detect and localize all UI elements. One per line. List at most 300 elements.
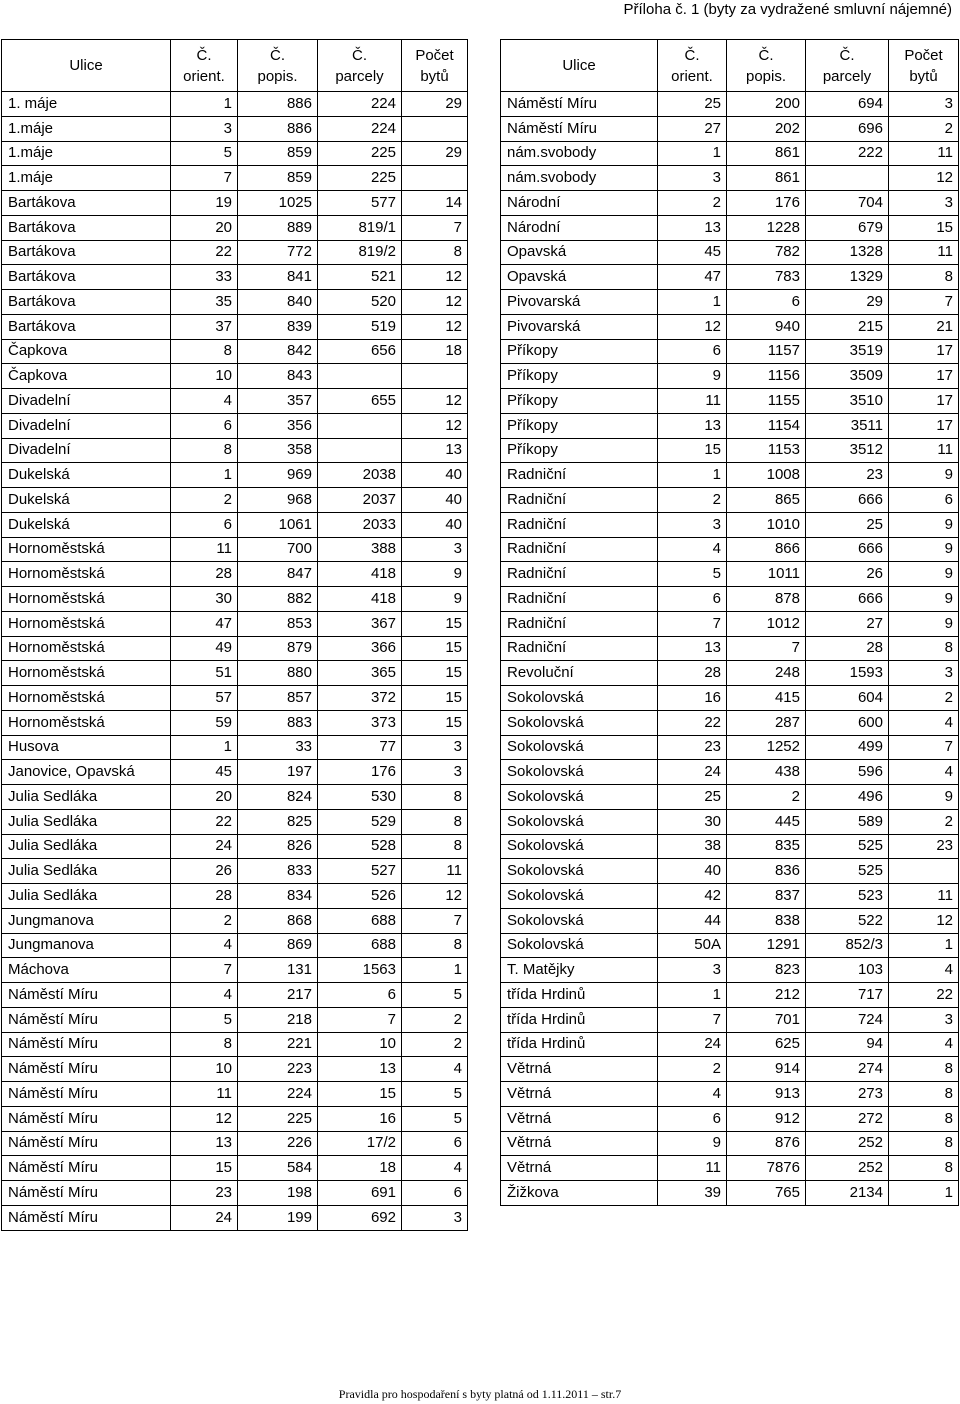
table-row [501,364,959,389]
popis-number-cell: 701 [727,1007,806,1032]
orient-number-cell: 6 [171,413,238,438]
parcel-number-cell: 224 [318,116,402,141]
flat-count-cell: 29 [402,141,468,166]
parcel-number-cell: 688 [318,908,402,933]
street-cell: Hornoměstská [2,537,171,562]
popis-number-cell: 212 [727,983,806,1008]
street-cell: Příkopy [501,389,658,414]
street-cell: Sokolovská [501,884,658,909]
street-cell: Sokolovská [501,686,658,711]
table-row [2,191,468,216]
flat-count-cell: 11 [889,884,959,909]
orient-number-cell: 7 [658,1007,727,1032]
popis-number-cell: 202 [727,116,806,141]
header-parcel: Č. parcely [806,40,889,92]
street-cell: Opavská [501,265,658,290]
parcel-number-cell: 273 [806,1082,889,1107]
street-cell: Radniční [501,636,658,661]
table-row [2,859,468,884]
orient-number-cell: 45 [171,760,238,785]
table-row [2,1082,468,1107]
street-cell: Větrná [501,1082,658,1107]
popis-number-cell: 1153 [727,438,806,463]
popis-number-cell: 223 [238,1057,318,1082]
flat-count-cell: 11 [889,141,959,166]
orient-number-cell: 6 [658,1106,727,1131]
flat-count-cell: 15 [402,686,468,711]
popis-number-cell: 700 [238,537,318,562]
table-row [2,562,468,587]
orient-number-cell: 25 [658,785,727,810]
table-row [2,834,468,859]
street-cell: Bartákova [2,191,171,216]
table-row [501,834,959,859]
flat-count-cell: 8 [402,785,468,810]
street-cell: Radniční [501,537,658,562]
table-row [501,1106,959,1131]
street-cell: Dukelská [2,463,171,488]
flat-count-cell: 2 [402,1032,468,1057]
street-cell: Julia Sedláka [2,785,171,810]
flat-count-cell: 2 [889,809,959,834]
header-orient: Č. orient. [658,40,727,92]
parcel-number-cell: 696 [806,116,889,141]
flat-count-cell: 9 [889,463,959,488]
popis-number-cell: 940 [727,314,806,339]
flat-count-cell: 11 [402,859,468,884]
table-row [2,240,468,265]
orient-number-cell: 25 [658,92,727,117]
orient-number-cell: 10 [171,1057,238,1082]
street-cell: Julia Sedláka [2,884,171,909]
table-row [2,1131,468,1156]
table-header-row [501,40,959,92]
street-cell: Náměstí Míru [2,1007,171,1032]
popis-number-cell: 218 [238,1007,318,1032]
popis-number-cell: 33 [238,735,318,760]
orient-number-cell: 15 [171,1156,238,1181]
flat-count-cell: 5 [402,1106,468,1131]
parcel-number-cell: 388 [318,537,402,562]
orient-number-cell: 6 [658,587,727,612]
flat-count-cell: 3 [402,537,468,562]
parcel-number-cell: 530 [318,785,402,810]
parcel-number-cell: 522 [806,908,889,933]
parcel-number-cell: 1593 [806,661,889,686]
popis-number-cell: 853 [238,611,318,636]
table-row [2,611,468,636]
flat-count-cell: 17 [889,389,959,414]
flats-table-left [1,39,468,1231]
orient-number-cell: 20 [171,215,238,240]
parcel-number-cell: 367 [318,611,402,636]
popis-number-cell: 833 [238,859,318,884]
popis-number-cell: 7876 [727,1156,806,1181]
table-row [501,661,959,686]
street-cell: Julia Sedláka [2,809,171,834]
header-popis: Č. popis. [727,40,806,92]
orient-number-cell: 1 [171,463,238,488]
parcel-number-cell: 215 [806,314,889,339]
parcel-number-cell: 600 [806,710,889,735]
orient-number-cell: 51 [171,661,238,686]
parcel-number-cell: 1563 [318,958,402,983]
popis-number-cell: 866 [727,537,806,562]
popis-number-cell: 824 [238,785,318,810]
table-row [501,611,959,636]
flat-count-cell: 4 [889,760,959,785]
table-row [501,958,959,983]
table-row [2,661,468,686]
flat-count-cell: 4 [402,1057,468,1082]
parcel-number-cell: 23 [806,463,889,488]
flat-count-cell: 8 [889,1057,959,1082]
street-cell: Hornoměstská [2,562,171,587]
parcel-number-cell [318,438,402,463]
flat-count-cell: 5 [402,983,468,1008]
popis-number-cell: 843 [238,364,318,389]
flat-count-cell: 15 [889,215,959,240]
flat-count-cell: 4 [889,1032,959,1057]
orient-number-cell: 3 [658,166,727,191]
flat-count-cell: 3 [889,1007,959,1032]
orient-number-cell: 49 [171,636,238,661]
orient-number-cell: 1 [658,983,727,1008]
street-cell: Bartákova [2,265,171,290]
street-cell: Julia Sedláka [2,834,171,859]
orient-number-cell: 13 [658,413,727,438]
parcel-number-cell: 372 [318,686,402,711]
popis-number-cell: 287 [727,710,806,735]
parcel-number-cell: 2033 [318,512,402,537]
popis-number-cell: 826 [238,834,318,859]
flat-count-cell: 8 [889,1082,959,1107]
street-cell: Hornoměstská [2,686,171,711]
parcel-number-cell: 27 [806,611,889,636]
parcel-number-cell: 418 [318,587,402,612]
flat-count-cell: 23 [889,834,959,859]
table-row [501,809,959,834]
orient-number-cell: 4 [171,389,238,414]
parcel-number-cell: 77 [318,735,402,760]
street-cell: Náměstí Míru [2,1106,171,1131]
street-cell: Náměstí Míru [2,1032,171,1057]
parcel-number-cell: 589 [806,809,889,834]
parcel-number-cell: 604 [806,686,889,711]
street-cell: 1.máje [2,116,171,141]
orient-number-cell: 57 [171,686,238,711]
annex-title: Příloha č. 1 (byty za vydražené smluvní nájemné) [623,1,952,18]
orient-number-cell: 4 [171,933,238,958]
orient-number-cell: 37 [171,314,238,339]
table-row [501,710,959,735]
header-street: Ulice [2,40,171,92]
table-row [2,488,468,513]
parcel-number-cell: 103 [806,958,889,983]
flat-count-cell: 12 [402,884,468,909]
street-cell: Příkopy [501,339,658,364]
table-row [2,636,468,661]
parcel-number-cell: 366 [318,636,402,661]
parcel-number-cell: 1329 [806,265,889,290]
flat-count-cell: 17 [889,413,959,438]
orient-number-cell: 11 [171,1082,238,1107]
popis-number-cell: 1252 [727,735,806,760]
table-row [501,785,959,810]
table-row [501,735,959,760]
flat-count-cell: 4 [889,710,959,735]
street-cell: Příkopy [501,413,658,438]
table-row [2,215,468,240]
flat-count-cell: 12 [402,265,468,290]
street-cell: Opavská [501,240,658,265]
flat-count-cell: 8 [889,1131,959,1156]
popis-number-cell: 1228 [727,215,806,240]
street-cell: Jungmanova [2,933,171,958]
flat-count-cell: 3 [402,735,468,760]
popis-number-cell: 883 [238,710,318,735]
table-row [501,933,959,958]
orient-number-cell: 10 [171,364,238,389]
table-row [501,463,959,488]
street-cell: Revoluční [501,661,658,686]
flat-count-cell [402,166,468,191]
flat-count-cell: 15 [402,661,468,686]
street-cell: Pivovarská [501,314,658,339]
popis-number-cell: 6 [727,290,806,315]
parcel-number-cell: 525 [806,834,889,859]
orient-number-cell: 19 [171,191,238,216]
parcel-number-cell: 373 [318,710,402,735]
street-cell: Máchova [2,958,171,983]
table-row [2,314,468,339]
flat-count-cell: 12 [402,413,468,438]
orient-number-cell: 6 [658,339,727,364]
popis-number-cell: 861 [727,166,806,191]
flat-count-cell: 8 [889,636,959,661]
flat-count-cell: 9 [889,587,959,612]
table-row [501,1082,959,1107]
parcel-number-cell: 525 [806,859,889,884]
table-row [2,1205,468,1230]
parcel-number-cell: 2038 [318,463,402,488]
street-cell: Náměstí Míru [2,1057,171,1082]
popis-number-cell: 7 [727,636,806,661]
flat-count-cell: 3 [889,92,959,117]
popis-number-cell: 131 [238,958,318,983]
table-row [2,438,468,463]
street-cell: 1.máje [2,141,171,166]
popis-number-cell: 1157 [727,339,806,364]
parcel-number-cell: 16 [318,1106,402,1131]
parcel-number-cell: 655 [318,389,402,414]
table-row [501,413,959,438]
popis-number-cell: 825 [238,809,318,834]
orient-number-cell: 20 [171,785,238,810]
orient-number-cell: 8 [171,339,238,364]
orient-number-cell: 7 [658,611,727,636]
street-cell: Náměstí Míru [501,116,658,141]
orient-number-cell: 28 [171,562,238,587]
street-cell: Žižkova [501,1181,658,1206]
popis-number-cell: 224 [238,1082,318,1107]
popis-number-cell: 865 [727,488,806,513]
popis-number-cell: 438 [727,760,806,785]
table-row [2,364,468,389]
flat-count-cell: 15 [402,611,468,636]
street-cell: Náměstí Míru [2,983,171,1008]
popis-number-cell: 878 [727,587,806,612]
popis-number-cell: 1012 [727,611,806,636]
popis-number-cell: 1010 [727,512,806,537]
table-row [2,735,468,760]
table-row [501,389,959,414]
orient-number-cell: 22 [171,240,238,265]
popis-number-cell: 358 [238,438,318,463]
street-cell: Sokolovská [501,834,658,859]
flat-count-cell: 15 [402,636,468,661]
street-cell: Příkopy [501,364,658,389]
flat-count-cell: 22 [889,983,959,1008]
parcel-number-cell: 692 [318,1205,402,1230]
flat-count-cell: 11 [889,438,959,463]
orient-number-cell: 1 [171,735,238,760]
table-row [2,785,468,810]
orient-number-cell: 1 [658,290,727,315]
table-row [501,859,959,884]
parcel-number-cell: 521 [318,265,402,290]
table-row [501,166,959,191]
flat-count-cell: 11 [889,240,959,265]
popis-number-cell: 839 [238,314,318,339]
popis-number-cell: 1155 [727,389,806,414]
orient-number-cell: 45 [658,240,727,265]
popis-number-cell: 882 [238,587,318,612]
orient-number-cell: 13 [658,636,727,661]
flat-count-cell: 12 [889,166,959,191]
street-cell: třída Hrdinů [501,983,658,1008]
table-row [501,636,959,661]
popis-number-cell: 200 [727,92,806,117]
street-cell: Bartákova [2,240,171,265]
popis-number-cell: 968 [238,488,318,513]
street-cell: Čapkova [2,339,171,364]
orient-number-cell: 30 [171,587,238,612]
flat-count-cell: 21 [889,314,959,339]
orient-number-cell: 2 [658,191,727,216]
popis-number-cell: 840 [238,290,318,315]
orient-number-cell: 11 [171,537,238,562]
parcel-number-cell: 3512 [806,438,889,463]
flat-count-cell: 3 [402,1205,468,1230]
orient-number-cell: 2 [171,488,238,513]
parcel-number-cell: 1328 [806,240,889,265]
parcel-number-cell: 272 [806,1106,889,1131]
popis-number-cell: 1025 [238,191,318,216]
popis-number-cell: 836 [727,859,806,884]
parcel-number-cell [806,166,889,191]
parcel-number-cell: 10 [318,1032,402,1057]
table-row [2,265,468,290]
flat-count-cell: 4 [402,1156,468,1181]
street-cell: Čapkova [2,364,171,389]
parcel-number-cell: 224 [318,92,402,117]
street-cell: Divadelní [2,389,171,414]
flat-count-cell: 9 [889,562,959,587]
orient-number-cell: 47 [658,265,727,290]
orient-number-cell: 12 [658,314,727,339]
popis-number-cell: 1156 [727,364,806,389]
table-row [2,1156,468,1181]
orient-number-cell: 5 [171,1007,238,1032]
orient-number-cell: 38 [658,834,727,859]
flat-count-cell: 9 [402,562,468,587]
street-cell: Sokolovská [501,785,658,810]
orient-number-cell: 24 [658,760,727,785]
table-row [2,463,468,488]
orient-number-cell: 30 [658,809,727,834]
orient-number-cell: 7 [171,166,238,191]
orient-number-cell: 59 [171,710,238,735]
orient-number-cell: 26 [171,859,238,884]
popis-number-cell: 2 [727,785,806,810]
flat-count-cell: 1 [889,1181,959,1206]
parcel-number-cell: 225 [318,141,402,166]
street-cell: Janovice, Opavská [2,760,171,785]
street-cell: Národní [501,191,658,216]
table-row [2,1106,468,1131]
table-row [501,512,959,537]
orient-number-cell: 24 [171,1205,238,1230]
flat-count-cell: 5 [402,1082,468,1107]
parcel-number-cell: 15 [318,1082,402,1107]
popis-number-cell: 1154 [727,413,806,438]
table-row [501,1131,959,1156]
street-cell: Náměstí Míru [2,1082,171,1107]
orient-number-cell: 42 [658,884,727,909]
flat-count-cell: 7 [402,215,468,240]
orient-number-cell: 27 [658,116,727,141]
parcel-number-cell: 724 [806,1007,889,1032]
table-row [501,191,959,216]
popis-number-cell: 838 [727,908,806,933]
table-row [2,413,468,438]
parcel-number-cell: 2037 [318,488,402,513]
flat-count-cell: 15 [402,710,468,735]
flat-count-cell: 8 [889,1106,959,1131]
parcel-number-cell: 252 [806,1156,889,1181]
table-row [501,983,959,1008]
street-cell: Jungmanova [2,908,171,933]
table-row [2,1057,468,1082]
table-row [501,438,959,463]
popis-number-cell: 889 [238,215,318,240]
parcel-number-cell: 176 [318,760,402,785]
table-row [501,92,959,117]
street-cell: Dukelská [2,488,171,513]
flat-count-cell: 40 [402,463,468,488]
orient-number-cell: 2 [658,488,727,513]
street-cell: 1.máje [2,166,171,191]
orient-number-cell: 22 [658,710,727,735]
flat-count-cell: 6 [402,1131,468,1156]
table-row [501,141,959,166]
street-cell: Radniční [501,611,658,636]
flat-count-cell: 1 [402,958,468,983]
orient-number-cell: 4 [658,537,727,562]
parcel-number-cell: 274 [806,1057,889,1082]
orient-number-cell: 50A [658,933,727,958]
